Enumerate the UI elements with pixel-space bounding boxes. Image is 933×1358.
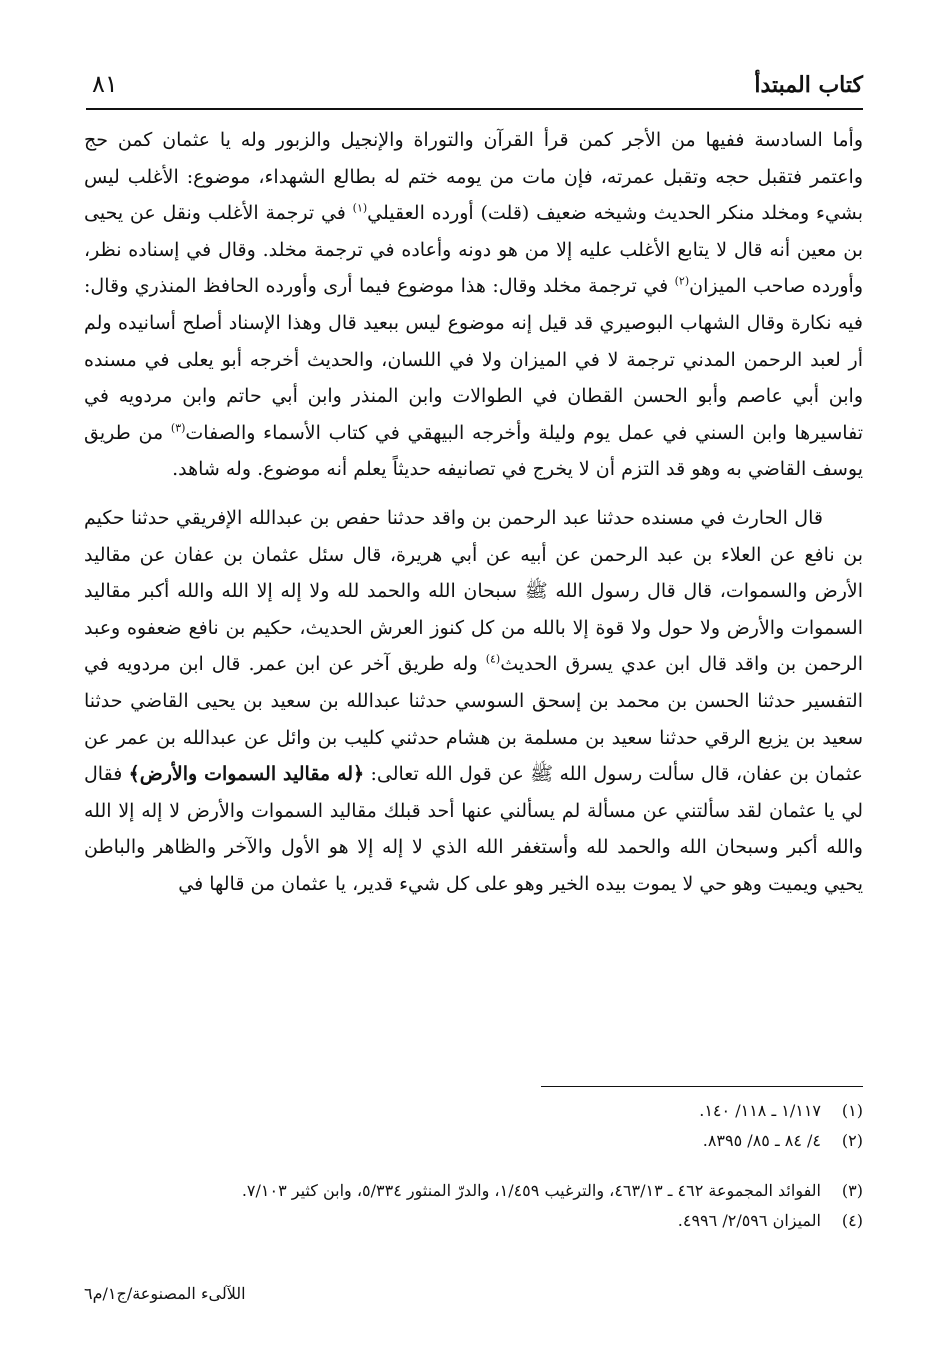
footnote-1 bbox=[84, 1096, 863, 1126]
footnote-text: ٤/ ٨٤ ـ ٨٥/ ٨٣٩٥. bbox=[702, 1131, 821, 1150]
paragraph-1 bbox=[84, 122, 863, 488]
footnote-2 bbox=[84, 1126, 863, 1156]
paragraph-1-text-b: في ترجمة الأغلب ونقل عن يحيى بن معين أنه قال لا يتابع الأغلب عليه إلا من هو دونه وأعاده في ترجمة مخلد. وقال في إسناده نظر، وأورده صاحب الميزان bbox=[84, 202, 863, 298]
footnote-text: الميزان ٢/٥٩٦/ ٤٩٩٦. bbox=[677, 1211, 821, 1230]
footnote-text: الفوائد المجموعة ٤٦٢ ـ ٤٦٣/١٣، والترغيب ١/٤٥٩، والدرّ المنثور ٥/٣٣٤، وابن كثير ٧/١٠٣. bbox=[241, 1181, 821, 1200]
footnote-ref-3: (٣) bbox=[170, 421, 186, 435]
paragraph-1-text-a: وأما السادسة ففيها من الأجر كمن قرأ القرآن والتوراة والإنجيل والزبور وله يا عثمان كمن حج واعتمر فتقبل حجه وتقبل عمرته، فإن مات من يومه ختم له بطالع الشهداء، موضوع: الأغلب ليس بشيء ومخلد منكر الحديث وشيخه ضعيف (قلت) أورده العقيلي bbox=[84, 129, 863, 225]
paragraph-1-text-d: من طريق يوسف القاضي به وهو قد التزم أن لا يخرج في تصانيفه حديثاً يعلم أنه موضوع. وله شاهد. bbox=[84, 421, 863, 481]
page-number: ٨١ bbox=[92, 70, 118, 98]
quran-quote: ﴿له مقاليد السموات والأرض﴾ bbox=[128, 763, 365, 786]
footnote-4 bbox=[84, 1206, 863, 1236]
footnote-ref-2: (٢) bbox=[674, 275, 690, 289]
paragraph-2-text-c: فقال لي يا عثمان لقد سألتني عن مسألة لم يسألني عنها أحد قبلك مقاليد السموات والأرض لا إله إلا الله والله أكبر وسبحان الله والحمد لله وأستغفر الله الذي لا إله إلا هو الأول والآخر والظاهر والباطن يحيي ويميت وهو حي لا يموت بيده الخير وهو على كل شيء قدير، يا عثمان من قالها في bbox=[84, 763, 863, 895]
footnote-number: (٢) bbox=[841, 1131, 863, 1150]
footnote-number: (٣) bbox=[841, 1181, 863, 1200]
page-header bbox=[86, 68, 863, 110]
book-title: كتاب المبتدأ bbox=[754, 72, 863, 98]
signature-mark: اللآلىء المصنوعة/ج١/م٦ bbox=[84, 1284, 246, 1303]
footnote-ref-4: (٤) bbox=[485, 652, 501, 666]
footnotes bbox=[84, 1096, 863, 1236]
footnote-number: (٤) bbox=[841, 1211, 863, 1230]
footnote-3 bbox=[84, 1176, 863, 1206]
main-text bbox=[84, 122, 863, 902]
paragraph-1-text-c: في ترجمة مخلد وقال: هذا موضوع فيما أرى وأورده الحافظ المنذري وقال: فيه نكارة وقال الشهاب البوصيري قد قيل إنه موضوع ليس ببعيد قال وهذا الإسناد أصلح أسانيده ولم أر لعبد الرحمن المدني ترجمة لا في الميزان ولا في اللسان، والحديث أخرجه أبو يعلى في مسنده وابن أبي عاصم وأبو الحسن القطان في الطوالات وابن المنذر وابن أبي حاتم وابن مردويه في تفاسيرها وابن السني في عمل يوم وليلة وأخرجه البيهقي في كتاب الأسماء والصفات bbox=[84, 275, 863, 444]
paragraph-2 bbox=[84, 500, 863, 903]
footnote-number: (١) bbox=[841, 1101, 863, 1120]
paragraph-2-text-b: وله طريق آخر عن ابن عمر. قال ابن مردويه في التفسير حدثنا الحسن بن محمد بن إسحق السوسي حدثنا عبدالله بن سعيد بن يحيى القاضي حدثنا سعيد بن يزيع الرقي حدثنا سعيد بن مسلمة بن هشام حدثني كليب بن وائل عن عبدالله بن عمر عن عثمان بن عفان، قال سألت رسول الله ﷺ عن قول الله تعالى: bbox=[84, 653, 864, 786]
footnote-text: ١/١١٧ ـ ١١٨/ ١٤٠. bbox=[699, 1101, 821, 1120]
footnote-divider bbox=[541, 1086, 863, 1087]
paragraph-2-text-a: قال الحارث في مسنده حدثنا عبد الرحمن بن واقد حدثنا حفص بن عبدالله الإفريقي حدثنا حكيم بن نافع عن العلاء بن عبد الرحمن عن أبيه عن أبي هريرة، قال سئل عثمان بن عفان عن مقاليد الأرض والسموات، قال قال رسول الله ﷺ سبحان الله والحمد لله ولا إله إلا الله والله أكبر مقاليد السموات والأرض ولا حول ولا قوة إلا بالله من كل كنوز العرش الحديث، حكيم بن نافع ضعفوه وعبد الرحمن بن واقد قال ابن عدي يسرق الحديث bbox=[84, 506, 863, 676]
footnote-ref-1: (١) bbox=[352, 201, 368, 215]
